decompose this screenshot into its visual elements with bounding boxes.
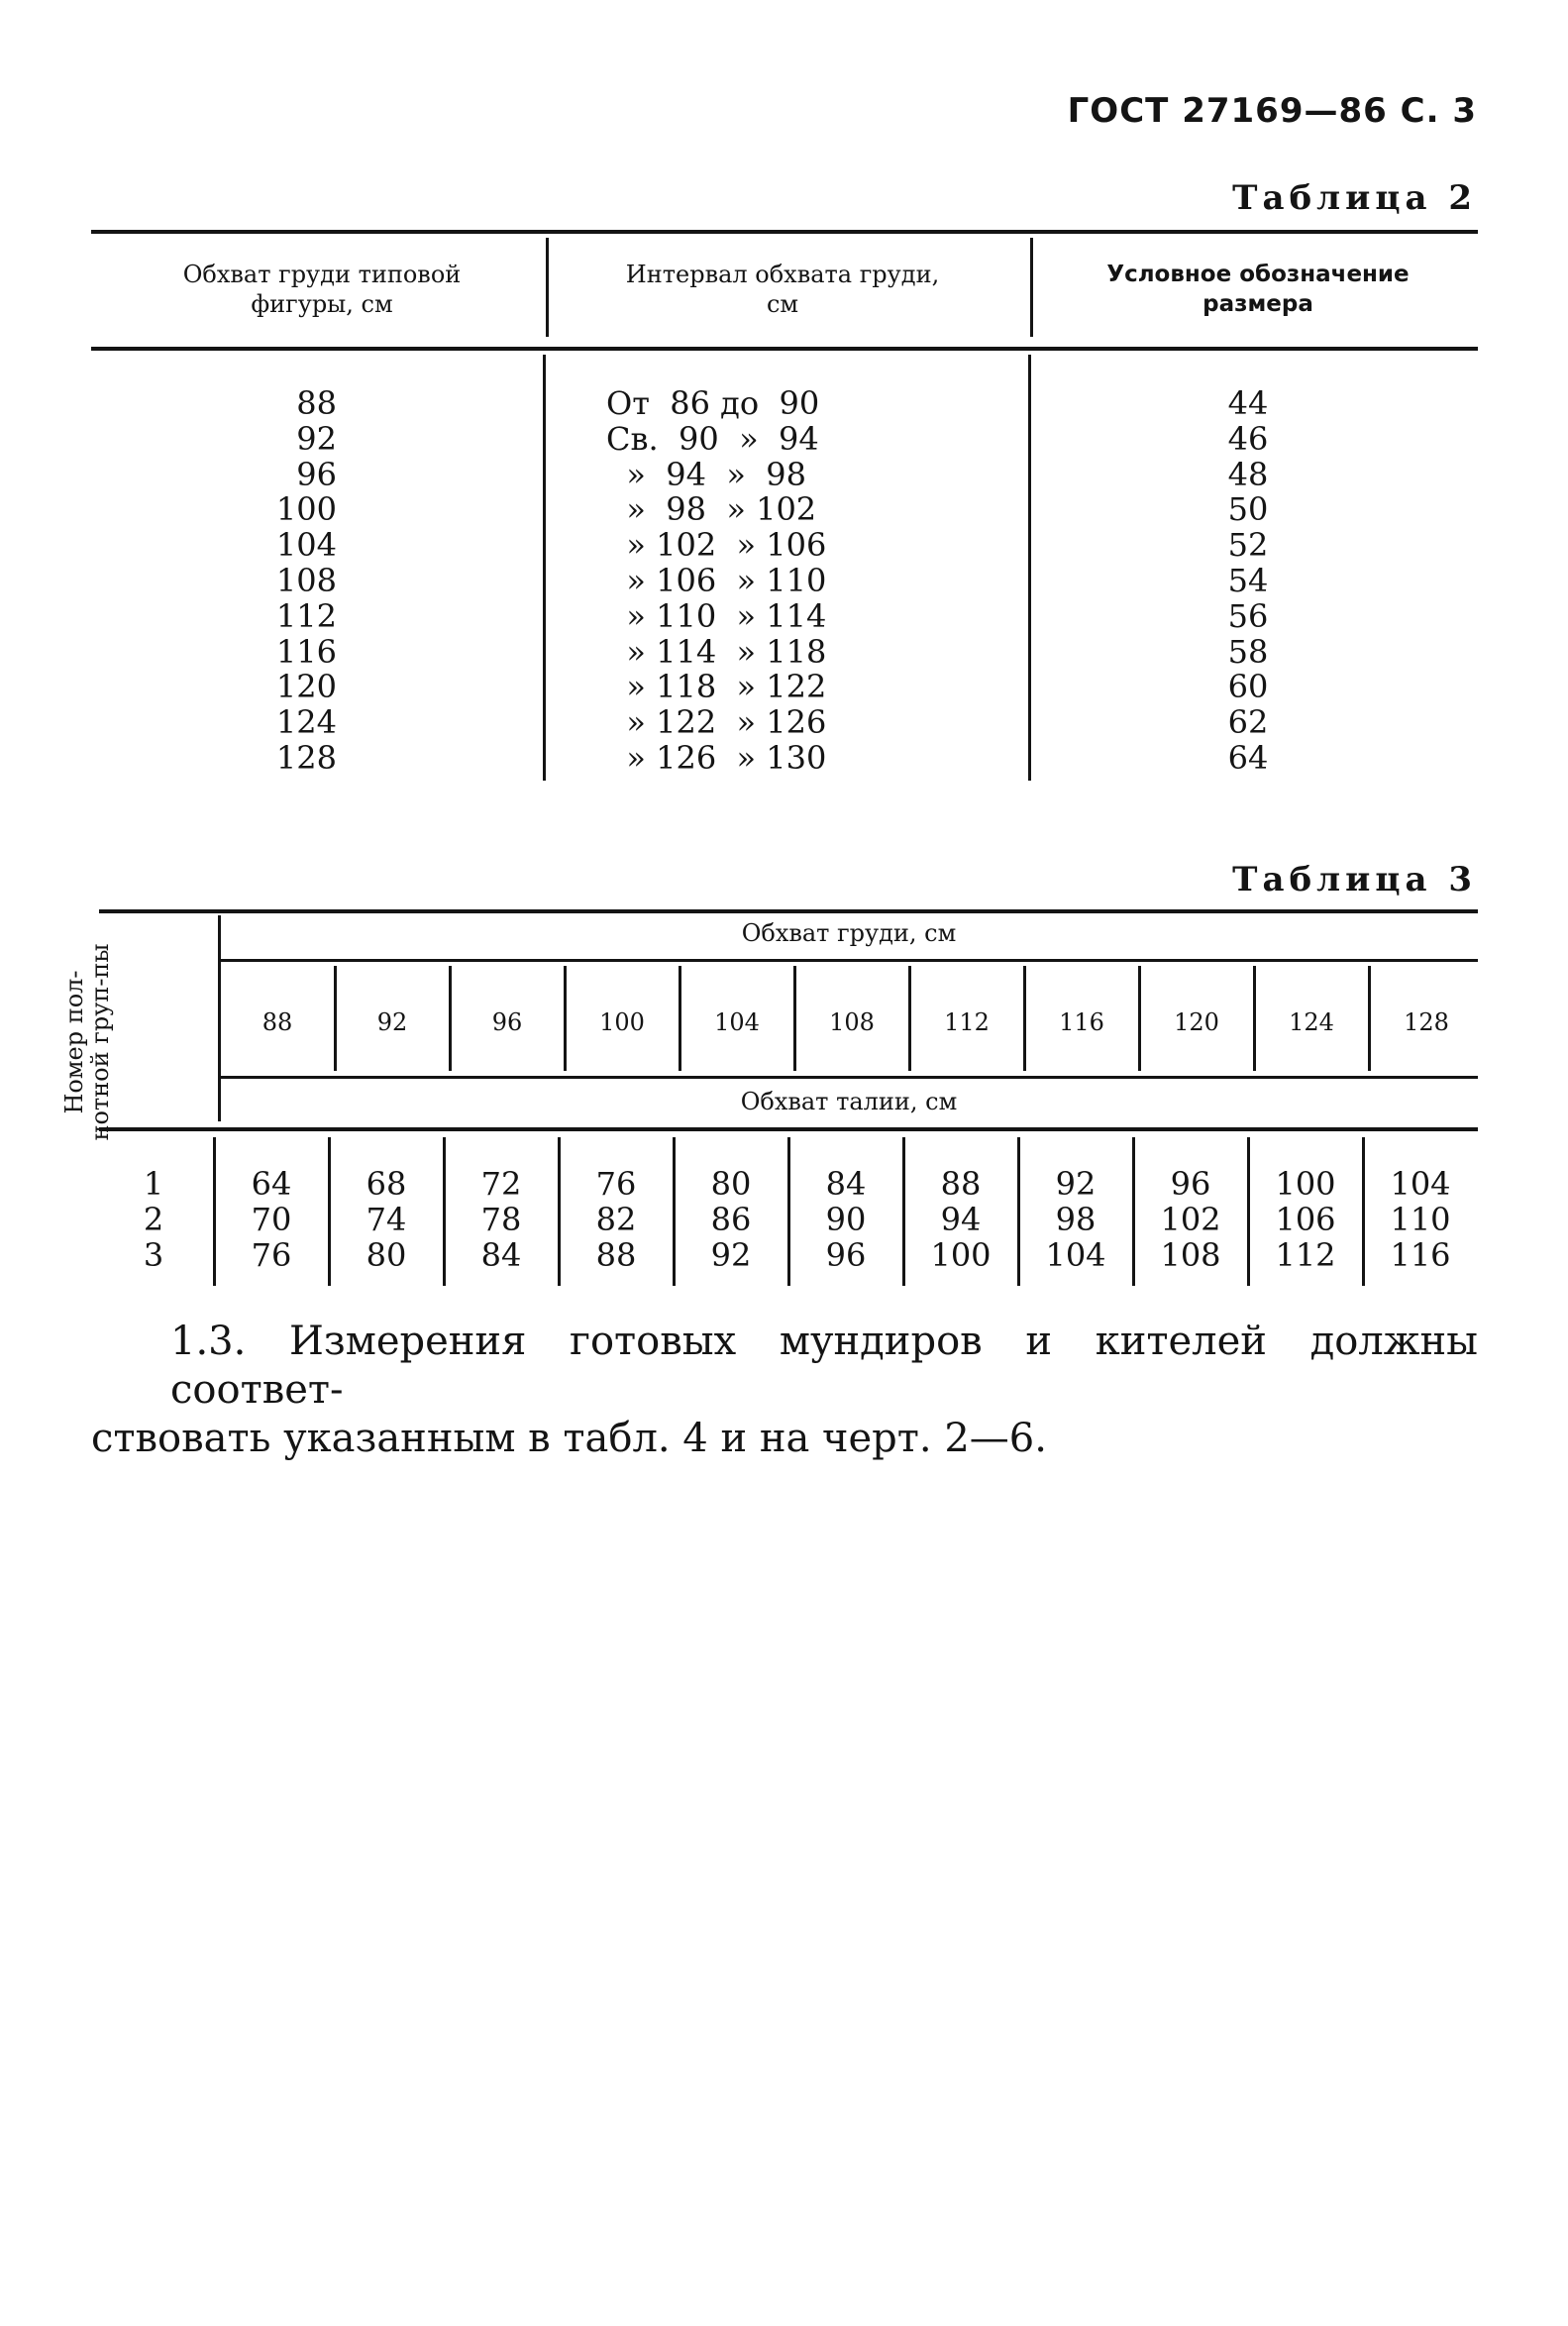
table-cell: » 126 » 130 xyxy=(606,738,827,777)
table3-divider xyxy=(334,966,337,1071)
table-cell: 80 xyxy=(710,1165,752,1203)
table-cell: 96 xyxy=(825,1235,867,1274)
table3-row-header: Номер пол-нотной груп-пы xyxy=(60,943,114,1141)
table3-divider xyxy=(679,966,681,1071)
table-cell: 92 xyxy=(296,419,337,458)
table3-col xyxy=(559,1167,674,1273)
table-cell: 74 xyxy=(366,1200,407,1238)
table-cell: 124 xyxy=(1289,1008,1334,1036)
table-cell: 86 xyxy=(710,1200,752,1238)
table3-divider xyxy=(1138,966,1141,1071)
table3-divider xyxy=(1023,966,1026,1071)
page-header: ГОСТ 27169—86 С. 3 xyxy=(1067,91,1477,131)
table-cell: 98 xyxy=(1055,1200,1097,1238)
table3-divider xyxy=(449,966,452,1071)
table3-col xyxy=(1018,1167,1133,1273)
table-cell: 128 xyxy=(1404,1008,1449,1036)
table3-col xyxy=(903,1167,1018,1273)
table-cell: » 102 » 106 xyxy=(606,526,827,565)
table-cell: От 86 до 90 xyxy=(606,384,820,422)
table-cell: 56 xyxy=(1227,596,1269,635)
table3-divider xyxy=(908,966,911,1071)
table-cell: 96 xyxy=(491,1008,523,1036)
table-cell: 78 xyxy=(480,1200,522,1238)
table3-col xyxy=(214,1167,329,1273)
table-cell: 108 xyxy=(1160,1235,1221,1274)
table-cell: 106 xyxy=(1275,1200,1336,1238)
table3-divider xyxy=(1368,966,1371,1071)
table-cell: 80 xyxy=(366,1235,407,1274)
table-cell: » 110 » 114 xyxy=(606,596,827,635)
table3-chest-rule xyxy=(220,959,1478,962)
table-cell: 104 xyxy=(1390,1165,1451,1203)
table-cell: 68 xyxy=(366,1165,407,1203)
table-cell: 3 xyxy=(143,1235,164,1274)
table-cell: 90 xyxy=(825,1200,867,1238)
table-cell: 108 xyxy=(275,561,337,599)
table-cell: » 122 » 126 xyxy=(606,703,827,742)
table-cell: 96 xyxy=(296,455,337,493)
table3-divider xyxy=(564,966,567,1071)
table-cell: 112 xyxy=(1275,1235,1336,1274)
table-cell: 94 xyxy=(940,1200,982,1238)
table-cell: 76 xyxy=(251,1235,292,1274)
table-cell: 50 xyxy=(1227,490,1269,529)
table-cell: 128 xyxy=(275,738,337,777)
table-cell: 84 xyxy=(825,1165,867,1203)
table3-col xyxy=(1363,1167,1478,1273)
table-cell: » 94 » 98 xyxy=(606,455,806,493)
table3-top-rule xyxy=(99,909,1478,913)
table-cell: 88 xyxy=(261,1008,293,1036)
table3-col xyxy=(1248,1167,1363,1273)
table-cell: 92 xyxy=(376,1008,408,1036)
table3-col xyxy=(329,1167,444,1273)
table3-col xyxy=(674,1167,788,1273)
table-cell: 116 xyxy=(1059,1008,1104,1036)
table3-col xyxy=(1133,1167,1248,1273)
table-cell: » 118 » 122 xyxy=(606,668,827,706)
table2-divider xyxy=(1030,238,1033,337)
table2-header-chest: Обхват груди типовой фигуры, см xyxy=(182,261,462,318)
table-cell: 102 xyxy=(1160,1200,1221,1238)
table-cell: 48 xyxy=(1227,455,1269,493)
table2-top-rule xyxy=(91,230,1478,234)
table3-col-groups xyxy=(104,1167,203,1273)
table3-divider xyxy=(1253,966,1256,1071)
table-cell: 100 xyxy=(599,1008,645,1036)
table-cell: 100 xyxy=(1275,1165,1336,1203)
table3-chest-label: Обхват груди, см xyxy=(741,919,957,947)
table-cell: 104 xyxy=(1045,1235,1106,1274)
table-cell: 1 xyxy=(143,1165,164,1203)
table-cell: 124 xyxy=(275,703,337,742)
table3-divider xyxy=(793,966,796,1071)
table2-col-interval xyxy=(606,386,963,777)
table-cell: 116 xyxy=(275,632,337,671)
table-cell: 72 xyxy=(480,1165,522,1203)
table-cell: Св. 90 » 94 xyxy=(606,419,819,458)
table-cell: 92 xyxy=(710,1235,752,1274)
table-cell: 64 xyxy=(1227,738,1269,777)
table2-header-size: Условное обозначение размера xyxy=(1106,262,1410,317)
table3-waist-label: Обхват талии, см xyxy=(740,1088,958,1115)
table-cell: 120 xyxy=(1174,1008,1219,1036)
table-cell: 58 xyxy=(1227,632,1269,671)
table-cell: 70 xyxy=(251,1200,292,1238)
paragraph-1-3 xyxy=(91,1318,1478,1463)
table-cell: » 114 » 118 xyxy=(606,632,827,671)
table-cell: 2 xyxy=(143,1200,164,1238)
paragraph-line: ствовать указанным в табл. 4 и на черт. 2—6. xyxy=(91,1416,1047,1461)
paragraph-line: 1.3. Измерения готовых мундиров и кителей должны соответ- xyxy=(170,1319,1478,1413)
table-cell: 52 xyxy=(1227,526,1269,565)
table2-divider xyxy=(1028,355,1031,781)
table-cell: 88 xyxy=(296,384,337,422)
table-cell: 100 xyxy=(930,1235,992,1274)
table3-col xyxy=(788,1167,903,1273)
table-cell: » 106 » 110 xyxy=(606,561,827,599)
table-cell: 96 xyxy=(1170,1165,1211,1203)
table-cell: 88 xyxy=(940,1165,982,1203)
table-cell: 64 xyxy=(251,1165,292,1203)
table2-divider xyxy=(546,238,549,337)
table-cell: 62 xyxy=(1227,703,1269,742)
table-cell: 120 xyxy=(275,668,337,706)
table-cell: 104 xyxy=(275,526,337,565)
table-cell: 76 xyxy=(595,1165,637,1203)
table-cell: 44 xyxy=(1227,384,1269,422)
table-cell: 112 xyxy=(275,596,337,635)
table3-waist-rule xyxy=(220,1076,1478,1079)
table3-caption: Таблица 3 xyxy=(1232,860,1477,899)
table2-caption: Таблица 2 xyxy=(1232,178,1477,218)
table2-header-interval: Интервал обхвата груди, см xyxy=(625,261,940,318)
table-cell: 60 xyxy=(1227,668,1269,706)
table-cell: 84 xyxy=(480,1235,522,1274)
table-cell: 110 xyxy=(1390,1200,1451,1238)
table-cell: 112 xyxy=(944,1008,990,1036)
table-cell: » 98 » 102 xyxy=(606,490,817,529)
table-cell: 82 xyxy=(595,1200,637,1238)
table2-col-chest xyxy=(198,386,337,777)
table-cell: 116 xyxy=(1390,1235,1451,1274)
table-cell: 104 xyxy=(714,1008,760,1036)
table-cell: 88 xyxy=(595,1235,637,1274)
table3-header-rule xyxy=(99,1127,1478,1131)
table2-divider xyxy=(543,355,546,781)
table-cell: 46 xyxy=(1227,419,1269,458)
table-cell: 54 xyxy=(1227,561,1269,599)
table2-header-rule xyxy=(91,347,1478,351)
table-cell: 108 xyxy=(829,1008,875,1036)
table3-col xyxy=(444,1167,559,1273)
table2-col-size xyxy=(1189,386,1307,777)
table-cell: 100 xyxy=(275,490,337,529)
table-cell: 92 xyxy=(1055,1165,1097,1203)
